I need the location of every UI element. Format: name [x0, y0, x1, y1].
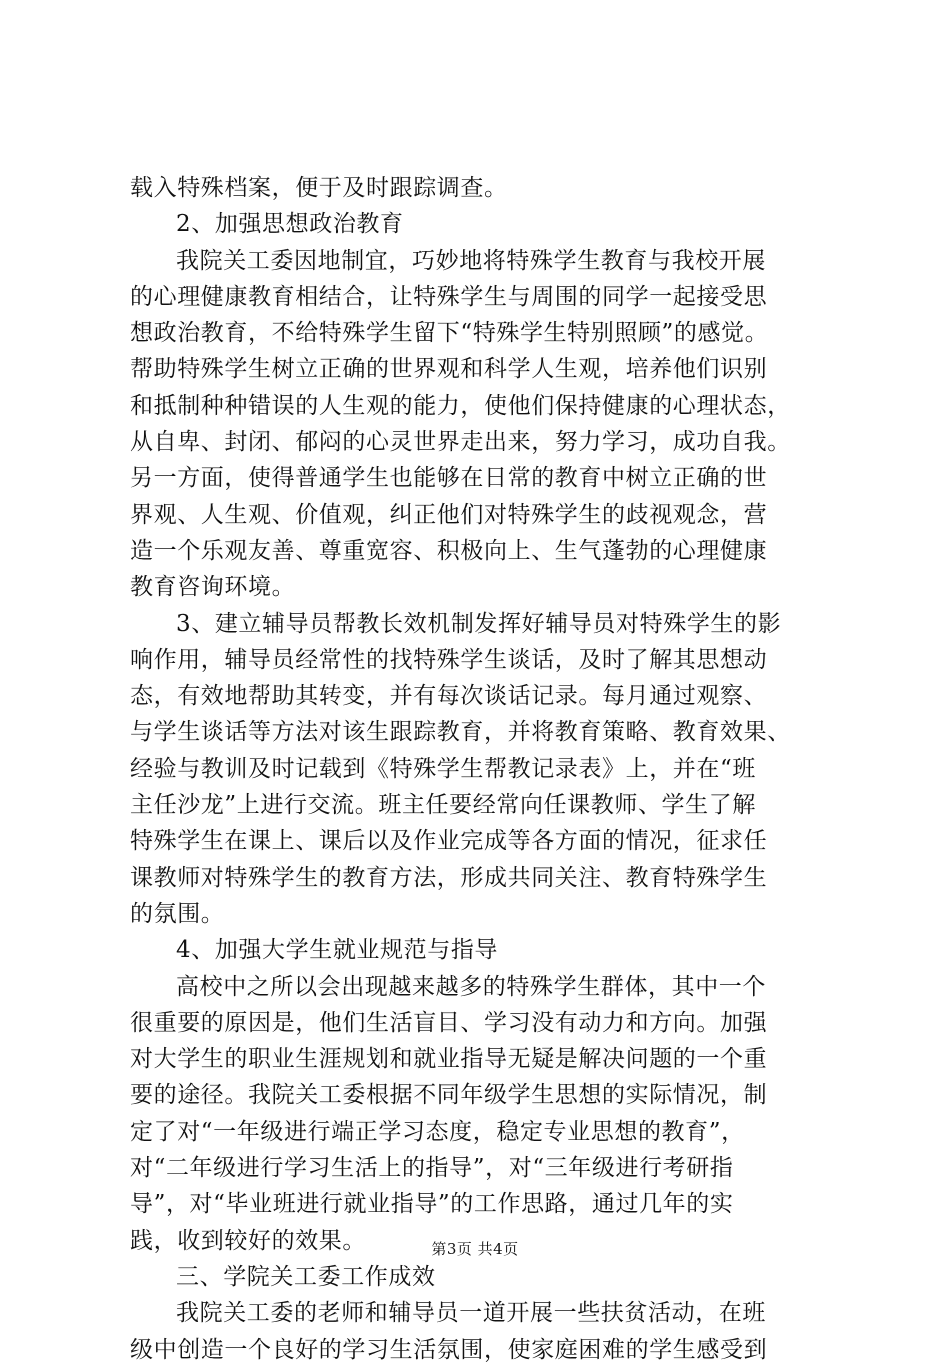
- text-line: 主任沙龙”上进行交流。班主任要经常向任课教师、学生了解: [130, 792, 756, 819]
- text-line: 帮助特殊学生树立正确的世界观和科学人生观，培养他们识别: [130, 356, 768, 383]
- text-line: 的氛围。: [130, 900, 225, 927]
- text-line: 我院关工委的老师和辅导员一道开展一些扶贫活动，在班: [176, 1300, 766, 1327]
- text-line: 我院关工委因地制宜，巧妙地将特殊学生教育与我校开展: [176, 247, 766, 274]
- text-line: 造一个乐观友善、尊重宽容、积极向上、生气蓬勃的心理健康: [130, 537, 768, 564]
- text-line: 另一方面，使得普通学生也能够在日常的教育中树立正确的世: [130, 465, 768, 492]
- text-line: 2、加强思想政治教育: [176, 211, 404, 238]
- text-line: 三、学院关工委工作成效: [176, 1263, 436, 1290]
- text-line: 课教师对特殊学生的教育方法，形成共同关注、教育特殊学生: [130, 864, 768, 891]
- text-line: 教育咨询环境。: [130, 574, 296, 601]
- text-line: 践，收到较好的效果。: [130, 1227, 366, 1254]
- text-line: 从自卑、封闭、郁闷的心灵世界走出来，努力学习，成功自我。: [130, 429, 791, 456]
- text-line: 4、加强大学生就业规范与指导: [176, 937, 499, 964]
- text-line: 特殊学生在课上、课后以及作业完成等各方面的情况，征求任: [130, 828, 768, 855]
- text-line: 很重要的原因是，他们生活盲目、学习没有动力和方向。加强: [130, 1009, 768, 1036]
- text-line: 要的途径。我院关工委根据不同年级学生思想的实际情况，制: [130, 1082, 768, 1109]
- page-footer: 第3页 共4页: [431, 1240, 519, 1258]
- text-line: 导”，对“毕业班进行就业指导”的工作思路，通过几年的实: [130, 1191, 734, 1218]
- text-line: 和抵制种种错误的人生观的能力，使他们保持健康的心理状态，: [130, 392, 791, 419]
- text-line: 想政治教育，不给特殊学生留下“特殊学生特别照顾”的感觉。: [130, 320, 769, 347]
- document-body: [130, 170, 840, 1368]
- text-line: 载入特殊档案，便于及时跟踪调查。: [130, 175, 508, 201]
- text-line: 高校中之所以会出现越来越多的特殊学生群体，其中一个: [176, 973, 766, 1000]
- text-line: 的心理健康教育相结合，让特殊学生与周围的同学一起接受思: [130, 283, 768, 310]
- text-line: 响作用，辅导员经常性的找特殊学生谈话，及时了解其思想动: [130, 646, 768, 673]
- text-line: 界观、人生观、价值观，纠正他们对特殊学生的歧视观念，营: [130, 501, 768, 528]
- text-line: 与学生谈话等方法对该生跟踪教育，并将教育策略、教育效果、: [130, 719, 791, 746]
- text-line: 对大学生的职业生涯规划和就业指导无疑是解决问题的一个重: [130, 1046, 768, 1073]
- text-line: 经验与教训及时记载到《特殊学生帮教记录表》上，并在“班: [130, 755, 756, 782]
- text-line: 定了对“一年级进行端正学习态度，稳定专业思想的教育”，: [130, 1118, 745, 1145]
- text-line: 对“二年级进行学习生活上的指导”，对“三年级进行考研指: [130, 1155, 734, 1182]
- text-line: 3、建立辅导员帮教长效机制发挥好辅导员对特殊学生的影: [176, 610, 782, 637]
- text-line: 级中创造一个良好的学习生活氛围，使家庭困难的学生感受到: [130, 1336, 768, 1363]
- text-line: 态，有效地帮助其转变，并有每次谈话记录。每月通过观察、: [130, 683, 768, 710]
